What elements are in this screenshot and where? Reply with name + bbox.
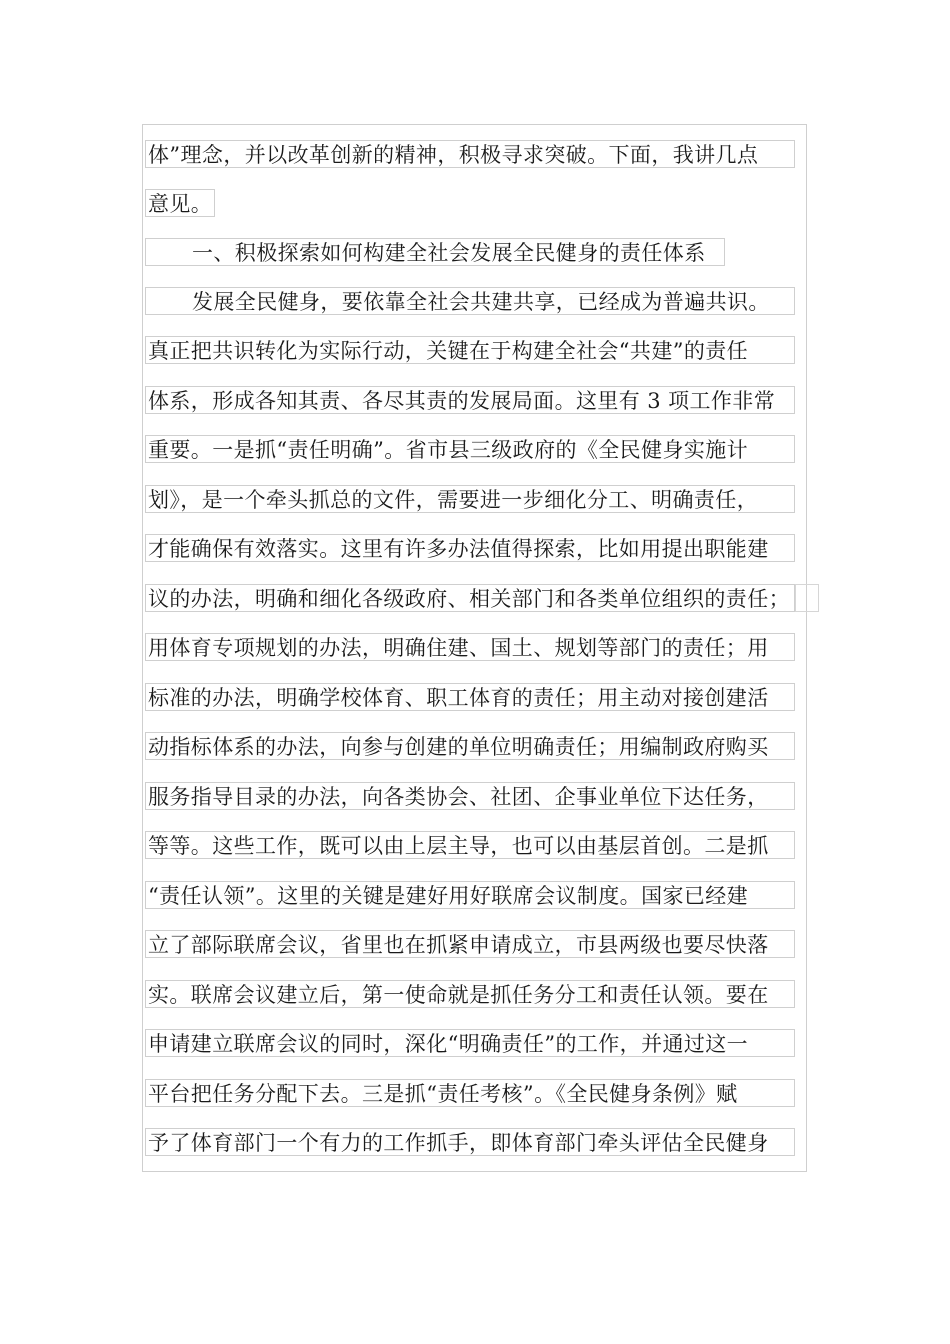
text-line: 才能确保有效落实。这里有许多办法值得探索，比如用提出职能建	[145, 534, 795, 562]
text-line: 予了体育部门一个有力的工作抓手，即体育部门牵头评估全民健身	[145, 1128, 795, 1156]
text-line: 动指标体系的办法，向参与创建的单位明确责任；用编制政府购买	[145, 732, 795, 760]
text-line: 体”理念，并以改革创新的精神，积极寻求突破。下面，我讲几点	[145, 140, 795, 168]
text-line: 意见。	[145, 189, 215, 217]
text-line: 等等。这些工作，既可以由上层主导，也可以由基层首创。二是抓	[145, 831, 795, 859]
text-line: 真正把共识转化为实际行动，关键在于构建全社会“共建”的责任	[145, 336, 795, 364]
text-line: “责任认领”。这里的关键是建好用好联席会议制度。国家已经建	[145, 881, 795, 909]
text-line: 用体育专项规划的办法，明确住建、国土、规划等部门的责任；用	[145, 633, 795, 661]
text-line: 体系，形成各知其责、各尽其责的发展局面。这里有 3 项工作非常	[145, 386, 795, 414]
text-line: 平台把任务分配下去。三是抓“责任考核”。《全民健身条例》赋	[145, 1079, 795, 1107]
text-line: 重要。一是抓“责任明确”。省市县三级政府的《全民健身实施计	[145, 435, 795, 463]
text-line: 服务指导目录的办法，向各类协会、社团、企事业单位下达任务，	[145, 782, 795, 810]
text-line: 议的办法，明确和细化各级政府、相关部门和各类单位组织的责任；	[145, 584, 795, 612]
section-heading: 一、积极探索如何构建全社会发展全民健身的责任体系	[145, 238, 725, 266]
text-line: 立了部际联席会议，省里也在抓紧申请成立，市县两级也要尽快落	[145, 930, 795, 958]
text-line: 划》，是一个牵头抓总的文件，需要进一步细化分工、明确责任，	[145, 485, 795, 513]
overflow-marker	[795, 584, 819, 612]
text-line: 发展全民健身，要依靠全社会共建共享，已经成为普遍共识。	[145, 287, 795, 315]
text-line: 申请建立联席会议的同时，深化“明确责任”的工作，并通过这一	[145, 1029, 795, 1057]
text-line: 标准的办法，明确学校体育、职工体育的责任；用主动对接创建活	[145, 683, 795, 711]
text-line: 实。联席会议建立后，第一使命就是抓任务分工和责任认领。要在	[145, 980, 795, 1008]
